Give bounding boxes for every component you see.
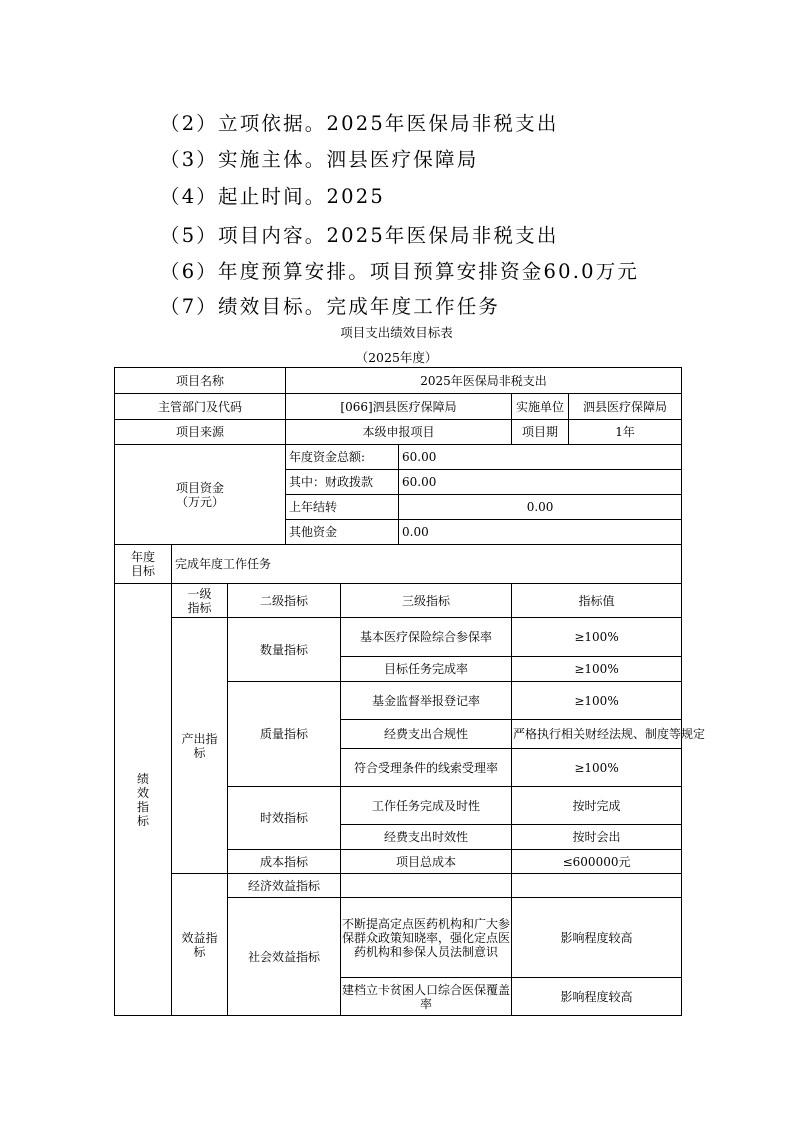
level3-name: 经费支出合规性 xyxy=(341,720,512,749)
funds-label: 项目资金 （万元） xyxy=(115,445,286,545)
paragraph-2: （2）立项依据。2025年医保局非税支出 xyxy=(160,112,559,135)
source-value: 本级申报项目 xyxy=(286,420,512,445)
paragraph-7: （7）绩效目标。完成年度工作任务 xyxy=(160,295,501,318)
social-indicator-label: 社会效益指标 xyxy=(228,898,341,1016)
indicator-value: 按时完成 xyxy=(512,787,682,825)
impl-value: 泗县医疗保障局 xyxy=(569,394,682,420)
performance-table xyxy=(114,367,706,1016)
table-subtitle: （2025年度） xyxy=(355,350,438,365)
source-label: 项目来源 xyxy=(115,420,286,445)
output-indicator-label: 产出指 标 xyxy=(172,618,228,874)
impl-label: 实施单位 xyxy=(512,394,569,420)
indicator-value: ≤600000元 xyxy=(512,850,682,874)
dept-label: 主管部门及代码 xyxy=(115,394,286,420)
funds-carryover-label: 上年结转 xyxy=(286,495,399,520)
cost-indicator-label: 成本指标 xyxy=(228,850,341,874)
indicator-value: 严格执行相关财经法规、制度等规定 xyxy=(512,720,682,749)
level3-name: 经费支出时效性 xyxy=(341,825,512,850)
level3-name: 不断提高定点医药机构和广大参保群众政策知晓率，强化定点医药机构和参保人员法制意识 xyxy=(341,898,512,978)
paragraph-6: （6）年度预算安排。项目预算安排资金60.0万元 xyxy=(160,260,640,283)
table-row xyxy=(115,394,682,420)
level3-name: 基本医疗保险综合参保率 xyxy=(341,618,512,657)
period-value: 1年 xyxy=(569,420,682,445)
funds-total-label: 年度资金总额: xyxy=(286,445,399,470)
level3-name: 基金监督举报登记率 xyxy=(341,682,512,720)
indicator-value: 影响程度较高 xyxy=(512,898,682,978)
funds-fiscal-value: 60.00 xyxy=(399,470,682,495)
funds-fiscal-label: 其中：财政拨款 xyxy=(286,470,399,495)
funds-total-value: 60.00 xyxy=(399,445,682,470)
level3-name: 目标任务完成率 xyxy=(341,657,512,682)
timeliness-indicator-label: 时效指标 xyxy=(228,787,341,850)
indicator-value: ≥100% xyxy=(512,618,682,657)
annual-goal-label: 年度 目标 xyxy=(115,545,172,584)
indicator-value: ≥100% xyxy=(512,682,682,720)
level3-name xyxy=(341,874,512,898)
benefit-indicator-label: 效益指 标 xyxy=(172,874,228,1016)
funds-carryover-value: 0.00 xyxy=(399,495,682,520)
paragraph-3: （3）实施主体。泗县医疗保障局 xyxy=(160,148,479,171)
indicator-value: ≥100% xyxy=(512,657,682,682)
quantity-indicator-label: 数量指标 xyxy=(228,618,341,682)
funds-other-label: 其他资金 xyxy=(286,520,399,545)
perf-indicator-label: 绩 效 指 标 xyxy=(115,584,172,1016)
dept-value: [066]泗县医疗保障局 xyxy=(286,394,512,420)
level3-name: 符合受理条件的线索受理率 xyxy=(341,749,512,787)
funds-other-value: 0.00 xyxy=(399,520,682,545)
table-row xyxy=(115,445,682,470)
table-row xyxy=(115,584,682,618)
table-row xyxy=(115,368,682,394)
indicator-value: 按时会出 xyxy=(512,825,682,850)
table-row xyxy=(115,874,682,898)
paragraph-5: （5）项目内容。2025年医保局非税支出 xyxy=(160,224,559,247)
paragraph-4: （4）起止时间。2025 xyxy=(160,185,385,208)
indicator-value xyxy=(512,874,682,898)
table-row xyxy=(115,545,682,584)
table-title: 项目支出绩效目标表 xyxy=(340,325,453,340)
period-label: 项目期 xyxy=(512,420,569,445)
project-name: 2025年医保局非税支出 xyxy=(286,368,682,394)
annual-goal: 完成年度工作任务 xyxy=(172,545,682,584)
header-value: 指标值 xyxy=(512,584,682,618)
header-level3: 三级指标 xyxy=(341,584,512,618)
header-level2: 二级指标 xyxy=(228,584,341,618)
header-level1: 一级 指标 xyxy=(172,584,228,618)
level3-name: 建档立卡贫困人口综合医保覆盖率 xyxy=(341,978,512,1016)
project-name-label: 项目名称 xyxy=(115,368,286,394)
quality-indicator-label: 质量指标 xyxy=(228,682,341,787)
level3-name: 工作任务完成及时性 xyxy=(341,787,512,825)
indicator-value: 影响程度较高 xyxy=(512,978,682,1016)
table-row xyxy=(115,618,682,657)
indicator-value: ≥100% xyxy=(512,749,682,787)
economic-indicator-label: 经济效益指标 xyxy=(228,874,341,898)
level3-name: 项目总成本 xyxy=(341,850,512,874)
table-row xyxy=(115,420,682,445)
